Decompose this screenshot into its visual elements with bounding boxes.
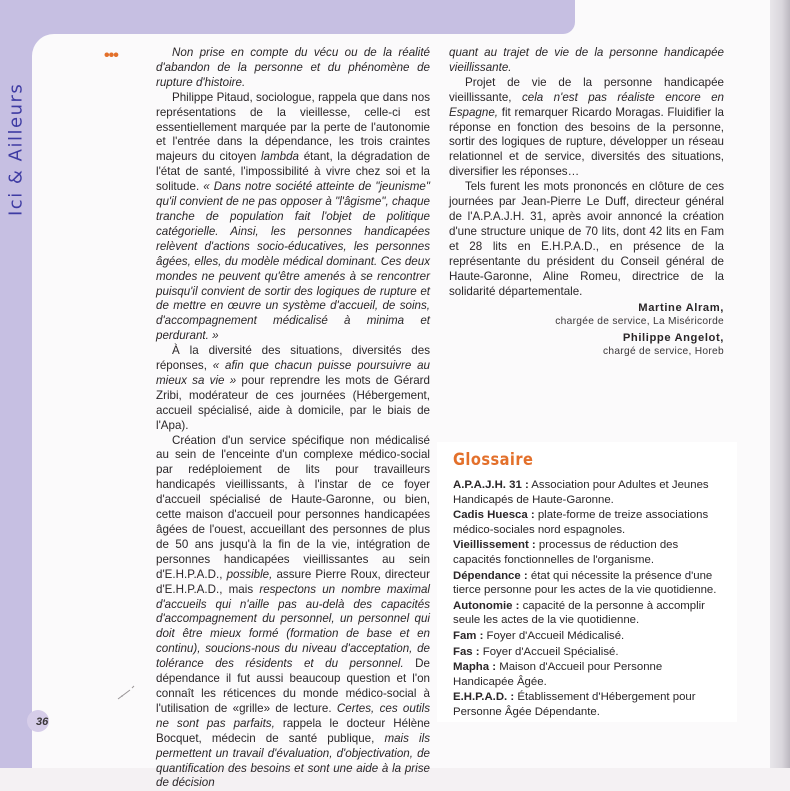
text-run: Non prise en compte du vécu ou de la réalité d'abandon de la personne et du phénomène de rupture d'histoire. [156, 46, 430, 89]
page-number: 36 [36, 716, 49, 728]
orange-dots-icon: ••• [104, 47, 118, 64]
glossary-term: Vieillissement : [453, 539, 536, 552]
glossary-term: Autonomie : [453, 599, 520, 612]
glossary-term: E.H.P.A.D. : [453, 691, 515, 704]
text-run: respectons un nombre maximal d'accueils qui n'aille pas au-delà des capacités d'accompagnement du personnel, un personnel qui doit être mieux formé (formation de base et en continu), soucions-nous du niveau d'acceptation, de tolérance des résidents et du personnel. [156, 582, 431, 671]
glossary-definition: capacité de la personne à accomplir seule les actes de la vie quotidienne. [453, 599, 705, 627]
glossary-definition: Établissement d'Hébergement pour Personne Âgée Dépendante. [453, 691, 696, 718]
signature-name: Martine Alram, [638, 302, 724, 315]
text-run: Philippe Pitaud, sociologue, rappela que dans nos représentations de la vieillesse, celle-ci est essentiellement marquée par la perte de l'autonomie et l'entrée dans la dépendance, les trois craintes majeurs du citoyen [156, 90, 430, 164]
paragraph [449, 180, 724, 299]
glossary-entry [453, 478, 723, 507]
signature-role: chargé de service, Horeb [602, 346, 724, 358]
glossary-entry [453, 599, 723, 628]
glossary-list [453, 478, 723, 721]
text-run: possible, [226, 567, 273, 581]
text-run: assure Pierre Roux, directeur d'E.H.P.A.D., mais [156, 567, 430, 596]
glossary-term: Mapha : [453, 661, 497, 674]
glossary-term: A.P.A.J.H. 31 : [453, 479, 529, 491]
text-run: « afin que chacun puisse poursuivre au mieux sa vie » [156, 359, 430, 387]
text-run: Tels furent les mots prononcés en clôture de ces journées par Jean-Pierre Le Duff, directeur général de l'A.P.A.J.H. 31, après avoir annoncé la création d'une structure unique de 70 lits, dont 42 lits en Fam et 28 lits en E.H.P.A.D., en présence de la représentante du président du Conseil général de Haute-Garonne, Aline Romeu, directrice de la solidarité départementale. [449, 180, 724, 298]
text-run: Projet de vie de la personne handicapée vieillissante, [449, 75, 724, 104]
glossary-entry [453, 660, 723, 689]
glossary-entry [453, 690, 723, 719]
paragraph [449, 76, 724, 180]
glossary-definition: Association pour Adultes et Jeunes Handicapés de Haute-Garonne. [453, 479, 709, 506]
glossary-entry [453, 508, 723, 537]
glossary-term: Fas : [453, 645, 480, 658]
signature-name: Philippe Angelot, [622, 332, 724, 345]
article-column-2 [449, 46, 724, 359]
glossary-definition: processus de réduction des capacités fonctionnelles de l'organisme. [453, 539, 679, 566]
glossary-term: Dépendance : [453, 569, 528, 582]
top-color-band [0, 0, 575, 34]
glossary-entry [453, 629, 723, 644]
text-run: rappela le docteur Hélène Bocquet, médecin de santé publique, [156, 716, 431, 745]
text-run: quant au trajet de vie de la personne handicapée vieillissante. [449, 46, 724, 74]
glossary-entry [453, 645, 723, 660]
text-run: lambda [260, 150, 300, 164]
glossary-definition: Maison d'Accueil pour Personne Handicapée Âgée. [453, 661, 663, 688]
signature-role: chargée de service, La Miséricorde [555, 316, 724, 328]
signature [449, 331, 724, 359]
paragraph [156, 46, 430, 91]
glossary-title: Glossaire [453, 450, 534, 470]
text-run: fit remarquer Ricardo Moragas. Fluidifier la réponse en fonction des besoins de la personne, sortir des logiques de rupture, développer un réseau relationnel et de service, diversités des situations, diversifier les réponses… [449, 105, 724, 179]
paragraph [156, 91, 430, 344]
text-run: mais ils permettent un travail d'évaluation, d'objectivation, de quantification des besoins et sont une aide à la prise de décision [156, 731, 430, 790]
section-label: Ici & Ailleurs [5, 82, 27, 216]
text-run: cela n'est pas réaliste encore en Espagne, [449, 90, 724, 119]
paragraph [449, 46, 724, 76]
glossary-definition: Foyer d'Accueil Spécialisé. [479, 645, 619, 658]
glossary-definition: état qui nécessite la présence d'une tierce personne pour les actes de la vie quotidienne. [453, 569, 717, 597]
glossary-term: Cadis Huesca : [453, 509, 535, 522]
text-run: étant, la dégradation de l'état de santé, l'impossibilité à vivre chez soi et la solitude. [156, 150, 430, 194]
glossary-entry [453, 569, 723, 598]
text-run: Création d'un service spécifique non médicalisé au sein de l'enceinte d'un complexe médico-social par redéploiement de lits pour travailleurs handicapés vieillissants, à l'instar de ce foyer d'accueil spécialisé de Haute-Garonne, ou bien, cette maison d'accueil pour personnes handicapées âgées de l'ouest, accueillant des personnes de plus de 50 ans jusqu'à la fin de la vie, intégration de personnes handicapées vieillissantes au sein d'E.H.P.A.D., [156, 433, 430, 581]
pen-mark-icon [116, 683, 138, 701]
article-column-1 [156, 46, 430, 791]
text-run: Certes, ces outils ne sont pas parfaits, [156, 701, 430, 730]
text-run: « Dans notre société atteinte de "jeunisme" qu'il convient de ne pas opposer à "l'âgisme", chaque tranche de population fait l'objet de politique catégorielle. Ainsi, les personnes handicapées relèvent d'actions socio-éducatives, les personnes âgées, elles, du modèle médical dominant. Ces deux mondes ne peuvent qu'être amenés à se rencontrer puisqu'il convient de sortir des logiques de rupture et de mettre en œuvre un système d'accueil, de soins, d'accompagnement médicalisé à minima et perdurant. » [156, 180, 430, 343]
glossary-term: Fam : [453, 629, 484, 642]
page-binding-edge [770, 0, 790, 768]
text-run: pour reprendre les mots de Gérard Zribi, modérateur de ces journées (Hébergement, accueil spécialisé, aide à domicile, par le biais de l'Apa). [156, 373, 430, 432]
glossary-box [437, 442, 737, 722]
paragraph [156, 434, 430, 791]
text-run: À la diversité des situations, diversités des réponses, [156, 344, 430, 373]
signature [449, 301, 724, 329]
glossary-definition: plate-forme de treize associations médico-sociales nord espagnoles. [453, 509, 709, 536]
glossary-definition: Foyer d'Accueil Médicalisé. [483, 629, 625, 642]
paragraph [156, 344, 430, 433]
text-run: De dépendance il fut aussi beaucoup question et l'on connaît les réticences du monde médico-social à l'utilisation de «grille» de lecture. [156, 657, 430, 715]
glossary-entry [453, 538, 723, 567]
